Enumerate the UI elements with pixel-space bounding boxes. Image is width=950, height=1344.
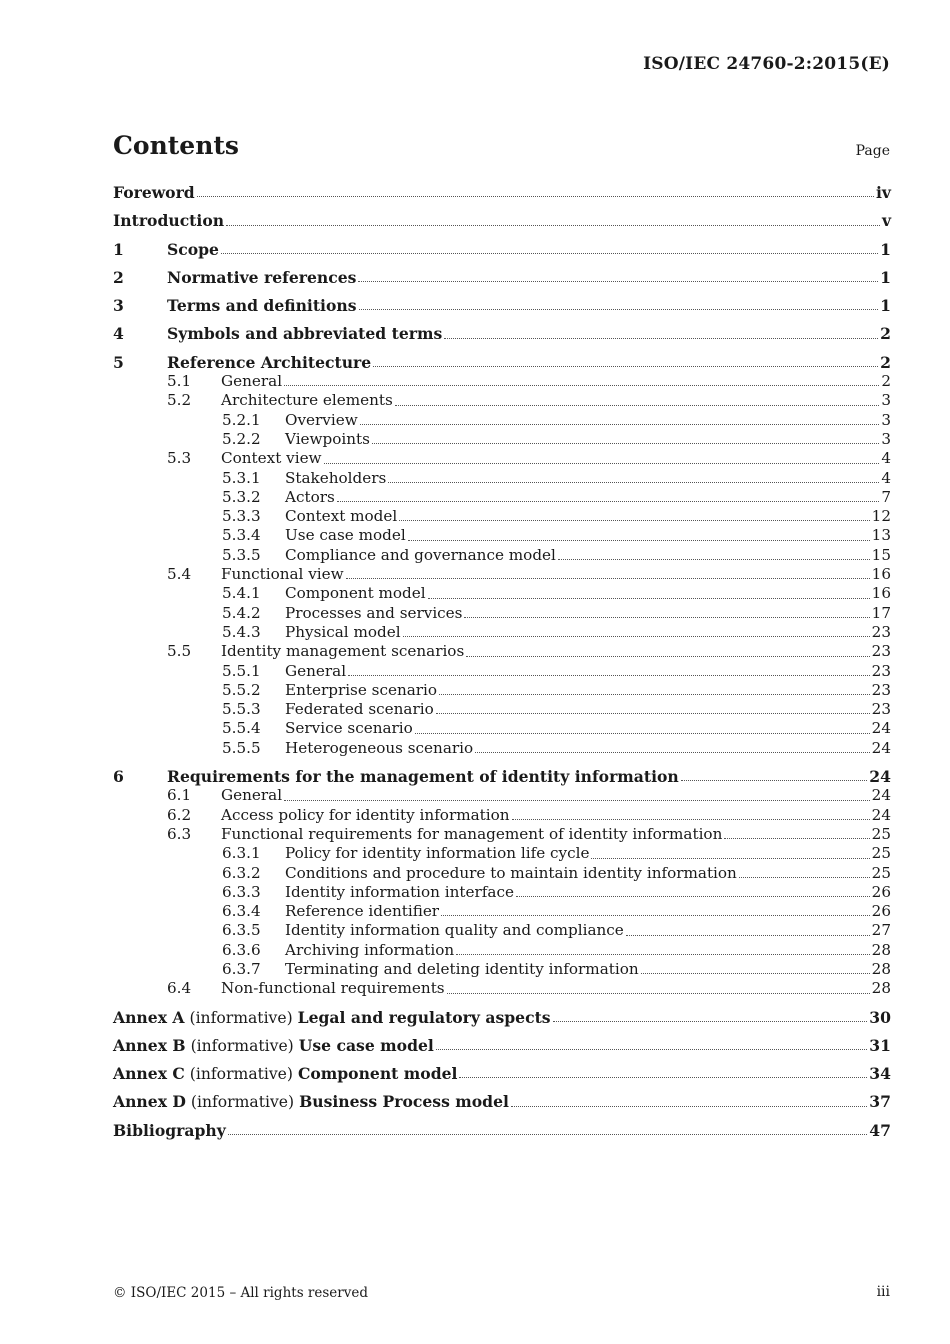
toc-entry-number: 6.4: [167, 979, 192, 998]
toc-dot-leader: [284, 799, 870, 801]
toc-entry-page: 24: [871, 805, 891, 824]
toc-annex-pre: Annex C: [113, 1064, 185, 1084]
toc-entry[interactable]: [113, 1036, 891, 1055]
toc-entry-page: 37: [869, 1092, 891, 1112]
toc-annex-post: Use case model: [298, 1035, 434, 1055]
toc-entry-title: General: [221, 786, 283, 805]
toc-dot-leader: [591, 857, 869, 859]
toc-entry-number: 6: [113, 767, 124, 787]
toc-entry-page: v: [881, 211, 891, 231]
toc-dot-leader: [408, 539, 870, 541]
toc-entry-number: 2: [113, 267, 124, 287]
toc-entry-number: 5.3.3: [222, 507, 261, 526]
toc-dot-leader: [558, 558, 870, 560]
toc-entry[interactable]: [113, 565, 891, 584]
toc-entry-title: Foreword: [113, 183, 195, 202]
toc-entry-title: Architecture elements: [221, 391, 393, 410]
toc-dot-leader: [348, 674, 870, 676]
toc-entry-number: 3: [113, 296, 124, 316]
toc-dot-leader: [399, 519, 869, 521]
toc-entry-number: 6.3.6: [222, 940, 261, 959]
toc-entry-number: 6.2: [167, 805, 192, 824]
toc-entry-page: 1: [880, 296, 891, 316]
toc-entry-page: 25: [871, 863, 891, 882]
document-header-code: ISO/IEC 24760-2:2015(E): [643, 54, 890, 74]
toc-dot-leader: [553, 1020, 868, 1022]
toc-entry[interactable]: [113, 719, 891, 738]
toc-entry-title: Context view: [221, 449, 322, 468]
toc-entry-number: 6.3.4: [222, 902, 261, 921]
toc-entry-number: 6.3.1: [222, 844, 261, 863]
toc-entry[interactable]: [113, 1092, 891, 1111]
toc-dot-leader: [284, 384, 879, 386]
toc-entry-number: 5.2: [167, 391, 192, 410]
toc-entry-title: Non-functional requirements: [221, 979, 445, 998]
toc-entry-title: Heterogeneous scenario: [285, 738, 474, 757]
toc-entry[interactable]: [113, 767, 891, 786]
toc-entry-title: Bibliography: [113, 1120, 226, 1140]
toc-dot-leader: [221, 252, 878, 254]
toc-entry-title: Enterprise scenario: [285, 680, 438, 699]
toc-annex-post: Component model: [297, 1064, 458, 1084]
toc-entry[interactable]: [113, 941, 891, 960]
toc-dot-leader: [346, 577, 870, 579]
toc-entry[interactable]: [113, 546, 891, 565]
toc-entry-number: 5.4.2: [222, 603, 261, 622]
toc-dot-leader: [447, 992, 870, 994]
toc-entry-title: Scope: [167, 239, 219, 259]
toc-entry-title: [113, 1064, 457, 1084]
toc-entry-number: 6.3.3: [222, 882, 261, 901]
toc-entry-number: 5.5.2: [222, 680, 261, 699]
toc-entry[interactable]: [113, 430, 891, 449]
toc-dot-leader: [475, 751, 870, 753]
toc-entry-page: 1: [880, 267, 891, 287]
toc-entry-title: Requirements for the management of identity information: [167, 767, 679, 787]
toc-entry-number: 5.5.1: [222, 661, 261, 680]
toc-entry-title: Identity information interface: [285, 882, 514, 901]
toc-dot-leader: [373, 365, 878, 367]
toc-entry-page: 34: [869, 1064, 891, 1084]
toc-entry-title: Identity management scenarios: [221, 642, 465, 661]
footer-page-number: iii: [876, 1284, 890, 1300]
toc-dot-leader: [724, 837, 869, 839]
toc-entry-title: Compliance and governance model: [285, 545, 556, 564]
toc-entry-page: 1: [880, 239, 891, 259]
toc-entry[interactable]: [113, 449, 891, 468]
toc-entry-title: Introduction: [113, 211, 225, 231]
toc-annex-pre: Annex A: [113, 1007, 185, 1027]
toc-dot-leader: [466, 655, 869, 657]
toc-dot-leader: [456, 953, 870, 955]
toc-dot-leader: [324, 462, 880, 464]
toc-entry-title: [113, 1092, 509, 1112]
toc-dot-leader: [197, 195, 874, 197]
toc-dot-leader: [372, 442, 879, 444]
toc-entry[interactable]: [113, 844, 891, 863]
toc-annex-pre: Annex B: [113, 1035, 186, 1055]
toc-entry-page: 30: [869, 1007, 891, 1027]
toc-entry-page: 17: [871, 603, 891, 622]
toc-entry[interactable]: [113, 623, 891, 642]
toc-entry-page: 23: [871, 622, 891, 641]
toc-entry[interactable]: [113, 883, 891, 902]
toc-entry[interactable]: [113, 353, 891, 372]
toc-dot-leader: [228, 1133, 868, 1135]
toc-entry-page: 31: [869, 1035, 891, 1055]
toc-entry-title: Symbols and abbreviated terms: [167, 324, 443, 344]
toc-entry-number: 5.4.3: [222, 622, 261, 641]
toc-entry-number: 6.3.5: [222, 921, 261, 940]
toc-entry-title: Overview: [285, 410, 358, 429]
toc-entry-page: 24: [871, 738, 891, 757]
toc-entry-page: 12: [871, 507, 891, 526]
toc-dot-leader: [358, 280, 878, 282]
toc-entry-number: 6.1: [167, 786, 192, 805]
toc-entry[interactable]: [113, 240, 891, 259]
toc-entry-title: General: [221, 372, 283, 391]
toc-entry-page: 4: [881, 468, 891, 487]
toc-entry[interactable]: [113, 902, 891, 921]
footer-copyright: © ISO/IEC 2015 – All rights reserved: [113, 1285, 368, 1301]
toc-entry-number: 5.3.1: [222, 468, 261, 487]
toc-dot-leader: [516, 895, 870, 897]
toc-annex-post: Business Process model: [299, 1092, 509, 1112]
toc-entry[interactable]: [113, 806, 891, 825]
toc-entry-title: Conditions and procedure to maintain identity information: [285, 863, 737, 882]
toc-entry-page: 24: [871, 786, 891, 805]
toc-annex-mid: (informative): [184, 1008, 298, 1027]
toc-entry-page: 26: [871, 902, 891, 921]
toc-entry-number: 5.3.2: [222, 487, 261, 506]
toc-entry-title: Service scenario: [285, 719, 413, 738]
toc-entry-number: 5.4.1: [222, 584, 261, 603]
toc-entry-title: Actors: [285, 487, 335, 506]
toc-entry-title: [113, 1036, 434, 1056]
toc-entry[interactable]: [113, 211, 891, 230]
toc-entry[interactable]: [113, 700, 891, 719]
toc-dot-leader: [464, 616, 869, 618]
toc-entry[interactable]: [113, 642, 891, 661]
toc-entry-title: Use case model: [285, 526, 406, 545]
toc-entry-title: General: [285, 661, 347, 680]
toc-entry-page: 15: [871, 545, 891, 564]
toc-entry-page: 3: [881, 429, 891, 448]
toc-annex-mid: (informative): [185, 1036, 299, 1055]
page-column-label: Page: [855, 143, 890, 159]
toc-dot-leader: [511, 1105, 867, 1107]
toc-entry-page: 23: [871, 642, 891, 661]
toc-entry[interactable]: [113, 268, 891, 287]
toc-entry[interactable]: [113, 979, 891, 998]
toc-dot-leader: [359, 308, 879, 310]
toc-entry[interactable]: [113, 507, 891, 526]
toc-entry[interactable]: [113, 1064, 891, 1083]
toc-entry-number: 5.2.1: [222, 410, 261, 429]
page-title: Contents: [113, 131, 240, 160]
toc-entry-title: Processes and services: [285, 603, 463, 622]
toc-dot-leader: [395, 404, 879, 406]
toc-entry-title: Terminating and deleting identity information: [285, 959, 639, 978]
toc-entry[interactable]: [113, 183, 891, 202]
toc-entry-page: 16: [871, 584, 891, 603]
toc-entry-page: 13: [871, 526, 891, 545]
toc-entry-number: 5.3.4: [222, 526, 261, 545]
toc-entry[interactable]: [113, 786, 891, 805]
toc-dot-leader: [226, 224, 880, 226]
toc-entry-title: Functional view: [221, 565, 344, 584]
toc-entry-page: 25: [871, 824, 891, 843]
toc-annex-pre: Annex D: [113, 1092, 186, 1112]
toc-entry-number: 5.3: [167, 449, 192, 468]
toc-entry-number: 5.5.4: [222, 719, 261, 738]
toc-entry-number: 5.2.2: [222, 429, 261, 448]
toc-entry[interactable]: [113, 864, 891, 883]
toc-entry-page: 47: [869, 1120, 891, 1140]
toc-entry-title: Access policy for identity information: [221, 805, 510, 824]
toc-entry-page: 4: [881, 449, 891, 468]
toc-entry-number: 5.4: [167, 565, 192, 584]
toc-entry-number: 6.3: [167, 824, 192, 843]
toc-entry-number: 5: [113, 352, 124, 372]
toc-entry[interactable]: [113, 662, 891, 681]
toc-entry-title: Context model: [285, 507, 398, 526]
toc-entry-title: Identity information quality and compliance: [285, 921, 624, 940]
toc-dot-leader: [360, 423, 880, 425]
toc-entry-page: 28: [871, 979, 891, 998]
toc-dot-leader: [459, 1076, 867, 1078]
toc-dot-leader: [337, 500, 880, 502]
toc-entry-page: 24: [871, 719, 891, 738]
toc-annex-post: Legal and regulatory aspects: [297, 1007, 551, 1027]
toc-entry-title: Policy for identity information life cycle: [285, 844, 590, 863]
toc-entry-title: Reference Architecture: [167, 352, 372, 372]
toc-entry[interactable]: [113, 411, 891, 430]
toc-entry-title: [113, 1008, 551, 1028]
toc-entry-title: Terms and definitions: [167, 296, 357, 316]
toc-dot-leader: [441, 914, 870, 916]
toc-entry[interactable]: [113, 469, 891, 488]
toc-entry[interactable]: [113, 960, 891, 979]
toc-dot-leader: [641, 972, 870, 974]
toc-annex-mid: (informative): [185, 1093, 300, 1112]
toc-entry-page: 28: [871, 959, 891, 978]
toc-dot-leader: [681, 779, 868, 781]
toc-annex-mid: (informative): [184, 1065, 298, 1084]
toc-entry-page: 25: [871, 844, 891, 863]
toc-entry-page: 23: [871, 661, 891, 680]
toc-entry-page: 23: [871, 680, 891, 699]
toc-dot-leader: [439, 693, 870, 695]
toc-entry[interactable]: [113, 488, 891, 507]
toc-entry-number: 5.3.5: [222, 545, 261, 564]
toc-dot-leader: [739, 876, 870, 878]
toc-entry-number: 4: [113, 324, 124, 344]
toc-entry-page: 16: [871, 565, 891, 584]
toc-entry[interactable]: [113, 739, 891, 758]
toc-entry[interactable]: [113, 296, 891, 315]
table-of-contents: [113, 183, 891, 1140]
toc-entry-title: Physical model: [285, 622, 401, 641]
toc-dot-leader: [415, 732, 870, 734]
toc-entry[interactable]: [113, 324, 891, 343]
toc-entry-number: 1: [113, 239, 124, 259]
toc-entry-number: 6.3.7: [222, 959, 261, 978]
toc-entry-title: Federated scenario: [285, 700, 434, 719]
toc-entry-page: 3: [881, 410, 891, 429]
toc-entry-title: Viewpoints: [285, 429, 370, 448]
toc-entry-title: Stakeholders: [285, 468, 387, 487]
toc-entry-page: 2: [880, 352, 891, 372]
toc-dot-leader: [403, 635, 870, 637]
toc-entry[interactable]: [113, 825, 891, 844]
toc-entry-title: Normative references: [167, 267, 357, 287]
toc-entry-page: 24: [869, 767, 891, 787]
toc-dot-leader: [436, 1048, 867, 1050]
toc-entry-title: Reference identifier: [285, 902, 440, 921]
toc-entry[interactable]: [113, 526, 891, 545]
toc-entry-page: 3: [881, 391, 891, 410]
toc-entry[interactable]: [113, 1121, 891, 1140]
toc-entry-number: 5.5: [167, 642, 192, 661]
toc-entry[interactable]: [113, 391, 891, 410]
toc-entry-number: 6.3.2: [222, 863, 261, 882]
toc-dot-leader: [428, 597, 870, 599]
toc-entry-number: 5.5.5: [222, 738, 261, 757]
toc-entry-page: iv: [876, 183, 891, 202]
toc-entry[interactable]: [113, 681, 891, 700]
toc-dot-leader: [444, 337, 878, 339]
toc-dot-leader: [388, 481, 879, 483]
toc-dot-leader: [512, 818, 870, 820]
toc-dot-leader: [436, 712, 870, 714]
toc-entry-number: 5.5.3: [222, 700, 261, 719]
toc-entry-page: 28: [871, 940, 891, 959]
toc-entry[interactable]: [113, 604, 891, 623]
toc-dot-leader: [626, 934, 870, 936]
toc-entry-page: 2: [881, 372, 891, 391]
toc-entry-page: 2: [880, 324, 891, 344]
toc-entry[interactable]: [113, 372, 891, 391]
toc-entry[interactable]: [113, 921, 891, 940]
toc-entry-number: 5.1: [167, 372, 192, 391]
toc-entry-title: Component model: [285, 584, 426, 603]
toc-entry-page: 26: [871, 882, 891, 901]
toc-entry-page: 7: [881, 487, 891, 506]
toc-entry[interactable]: [113, 584, 891, 603]
toc-entry-page: 27: [871, 921, 891, 940]
toc-entry[interactable]: [113, 1008, 891, 1027]
toc-entry-title: Functional requirements for management of identity information: [221, 824, 723, 843]
toc-entry-title: Archiving information: [285, 940, 455, 959]
toc-entry-page: 23: [871, 700, 891, 719]
